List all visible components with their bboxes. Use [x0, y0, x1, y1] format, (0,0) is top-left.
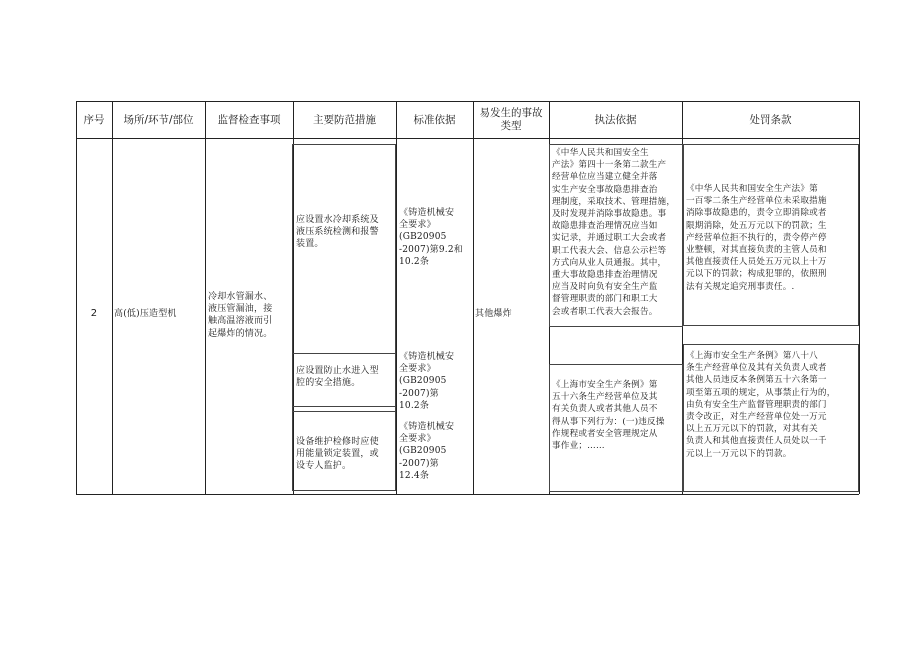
header-law-basis: 执法依据: [549, 101, 682, 139]
penalty-2: 《上海市安全生产条例》第八十八 条生产经营单位及其有关负责人或者 其他人员违反本条例第五十六条第一 项至第五项的规定，从事禁止行为的， 由负有安全生产监督管理职责的部门 责令改正，对生产经营单位处一万元 以上五万元以下的罚款，对其有关 负责人和其他直接责任人员处以一千 元以上一万元以下的罚款。: [686, 351, 836, 459]
header-accident-type: 易发生的事故 类型: [473, 101, 549, 139]
header-measures: 主要防范措施: [293, 101, 396, 139]
row-location: 高(低)压造型机: [114, 309, 177, 319]
measure-1: 应设置水冷却系统及 液压系统检测和报警 装置。: [296, 215, 379, 250]
header-standard: 标准依据: [396, 101, 473, 139]
row-inspection-item: 冷却水管漏水、 液压管漏油，接 触高温溶液而引 起爆炸的情况。: [208, 292, 273, 339]
grid-line: [396, 101, 397, 494]
header-penalty: 处罚条款: [682, 101, 859, 139]
header-location: 场所/环节/部位: [112, 101, 205, 139]
measure-2: 应设置防止水进入型 腔的安全措施。: [296, 366, 379, 389]
header-index: 序号: [76, 101, 112, 139]
grid-line: [76, 101, 77, 494]
law-basis-1: 《中华人民共和国安全生 产法》第四十一条第二款生产 经营单位应当建立健全并落 实生产安全事故隐患排查治 理制度，采取技术、管理措施， 及时发现并消除事故隐患。事 故隐患排查治理情况应当如 实记录，并通过职工大会或者 职工代表大会、信息公示栏等 方式向从业人员通报。其中， 重大事故隐患排查治理情况 应当及时向负有安全生产监 督管理职责的部门和职工大 会或者职工代表大会报告。: [552, 148, 676, 317]
grid-line: [473, 101, 474, 494]
standard-1: 《铸造机械安 全要求》 (GB20905 -2007)第9.2和 10.2条: [399, 208, 463, 267]
enforcement-table: [76, 101, 859, 494]
row-index: 2: [90, 308, 98, 319]
standard-3: 《铸造机械安 全要求》 (GB20905 -2007)第 12.4条: [399, 422, 455, 481]
grid-line: [76, 494, 859, 495]
grid-line: [859, 101, 860, 494]
measure-3: 设备维护检修时应使 用能量锁定装置，或 设专人监护。: [296, 437, 379, 472]
accident-type: 其他爆炸: [475, 309, 512, 319]
standard-2: 《铸造机械安 全要求》 (GB20905 -2007)第 10.2条: [399, 352, 455, 411]
penalty-1: 《中华人民共和国安全生产法》第 一百零二条生产经营单位未采取措施 消除事故隐患的，责令立即消除或者 限期消除，处五万元以下的罚款；生 产经营单位拒不执行的，责令停产停 业整顿，对其直接负责的主管人员和 其他直接责任人员处五万元以上十万 元以下的罚款；构成犯罪的，依照刑 法有关规定追究刑事责任。.: [686, 184, 827, 292]
grid-line: [112, 101, 113, 494]
header-inspection-item: 监督检查事项: [205, 101, 293, 139]
law-basis-2: 《上海市安全生产条例》第 五十六条生产经营单位及其 有关负责人或者其他人员不 得从事下列行为：(一)违反操 作规程或者安全管理规定从 事作业；……: [552, 380, 665, 452]
grid-line: [205, 101, 206, 494]
